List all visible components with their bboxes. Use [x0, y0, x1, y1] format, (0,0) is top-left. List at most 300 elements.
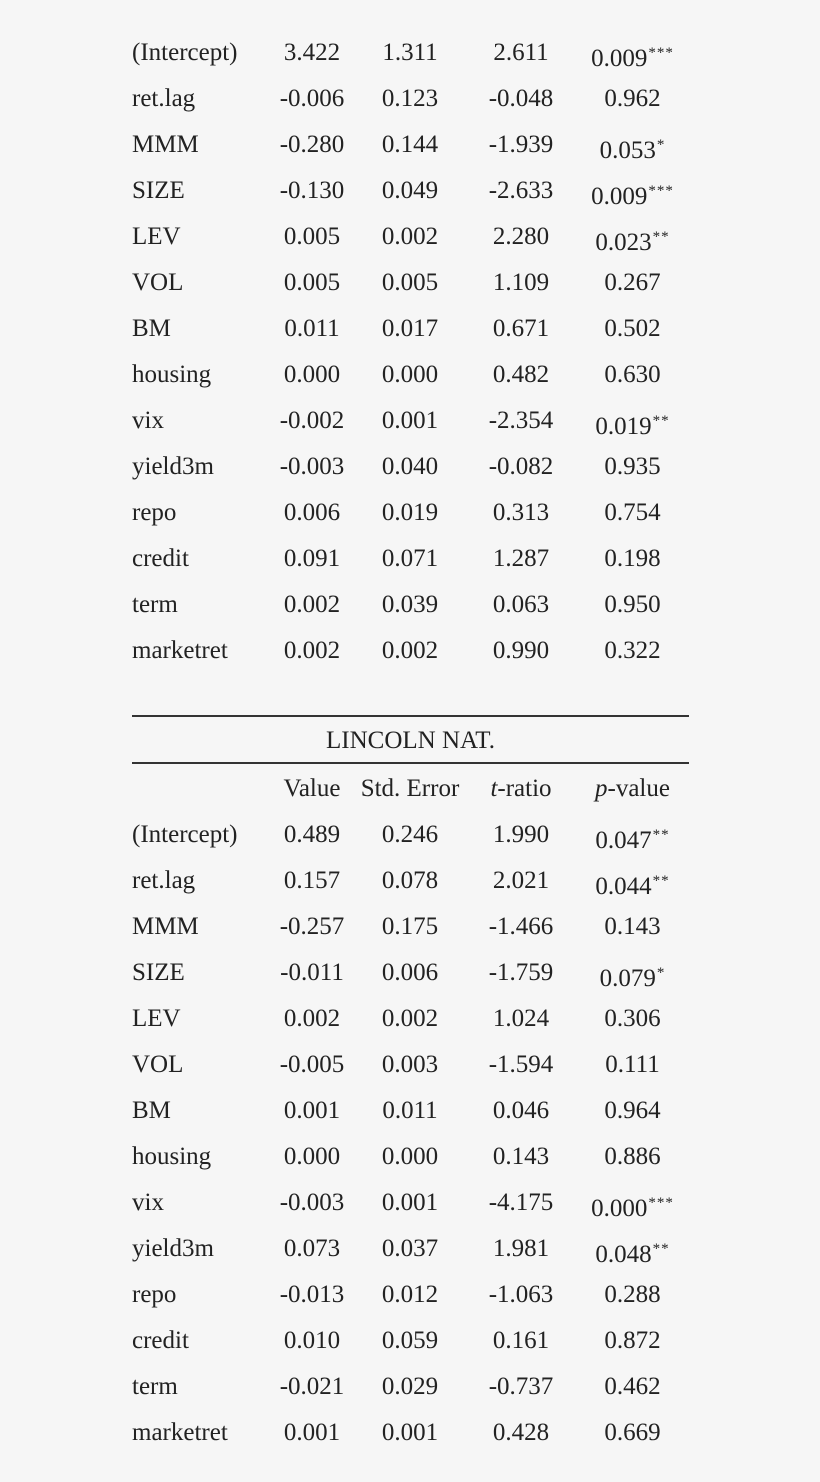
p-value-cell	[576, 1272, 689, 1318]
t-ratio-cell-text: 1.981	[492, 1235, 550, 1262]
variable-cell	[132, 490, 264, 536]
p-value-cell-text: 0.044	[595, 873, 652, 900]
variable-cell	[132, 1410, 264, 1456]
t-ratio-cell-text: -0.737	[488, 1373, 554, 1400]
std-error-cell	[354, 996, 466, 1042]
value-cell	[270, 996, 354, 1042]
p-value-cell-text: 0.669	[604, 1419, 661, 1446]
value-cell-text: 0.000	[283, 361, 341, 388]
t-ratio-cell-text: 0.990	[492, 637, 550, 664]
variable-cell-text: BM	[132, 1097, 171, 1124]
variable-cell	[132, 1088, 264, 1134]
std-error-cell	[354, 1410, 466, 1456]
t-ratio-cell	[466, 950, 576, 996]
variable-cell-text: VOL	[132, 269, 184, 296]
t-ratio-cell	[466, 214, 576, 260]
table-header-row	[132, 764, 689, 812]
value-cell-text: 0.000	[283, 1143, 341, 1170]
t-ratio-cell	[466, 1410, 576, 1456]
variable-cell	[132, 1226, 264, 1272]
std-error-cell	[354, 1134, 466, 1180]
p-value-cell-text: 0.288	[604, 1281, 661, 1308]
value-cell-text: -0.011	[280, 959, 344, 986]
variable-cell	[132, 1180, 264, 1226]
value-cell-text: 0.002	[283, 637, 341, 664]
std-error-cell	[354, 214, 466, 260]
variable-cell	[132, 306, 264, 352]
variable-cell-text: vix	[132, 407, 164, 434]
t-ratio-cell	[466, 904, 576, 950]
value-cell	[270, 812, 354, 858]
value-cell-text: 0.073	[283, 1235, 341, 1262]
std-error-cell	[354, 1088, 466, 1134]
t-ratio-cell-text: 2.611	[493, 39, 549, 66]
value-cell	[270, 1088, 354, 1134]
std-error-cell	[354, 582, 466, 628]
header-p-value	[576, 764, 689, 812]
value-cell	[270, 30, 354, 76]
t-ratio-cell-text: 1.287	[492, 545, 550, 572]
significance-stars: **	[652, 873, 670, 889]
value-cell	[270, 260, 354, 306]
p-value-cell-text: 0.964	[604, 1097, 661, 1124]
p-value-cell	[576, 858, 689, 904]
significance-stars: **	[652, 229, 670, 245]
std-error-cell	[354, 1226, 466, 1272]
header-value: Value	[283, 775, 341, 802]
variable-cell-text: yield3m	[132, 1235, 214, 1262]
t-ratio-cell	[466, 398, 576, 444]
std-error-cell-text: 0.037	[381, 1235, 439, 1262]
std-error-cell-text: 0.000	[381, 361, 439, 388]
variable-cell	[132, 1318, 264, 1364]
std-error-cell-text: 1.311	[382, 39, 438, 66]
table-row	[132, 490, 689, 536]
std-error-cell-text: 0.039	[381, 591, 439, 618]
std-error-cell	[354, 858, 466, 904]
variable-cell	[132, 582, 264, 628]
std-error-cell-text: 0.002	[381, 637, 439, 664]
std-error-cell-text: 0.078	[381, 867, 439, 894]
variable-cell	[132, 1364, 264, 1410]
std-error-cell	[354, 490, 466, 536]
header-p-symbol: p	[595, 775, 608, 802]
std-error-cell	[354, 76, 466, 122]
value-cell	[270, 950, 354, 996]
p-value-cell-text: 0.023	[595, 229, 652, 256]
std-error-cell	[354, 398, 466, 444]
value-cell-text: 0.489	[283, 821, 341, 848]
value-cell	[270, 1226, 354, 1272]
variable-cell-text: SIZE	[132, 177, 185, 204]
std-error-cell-text: 0.029	[381, 1373, 439, 1400]
t-ratio-cell-text: -0.048	[488, 85, 554, 112]
table-row	[132, 858, 689, 904]
table-row	[132, 996, 689, 1042]
p-value-cell	[576, 1226, 689, 1272]
p-value-cell-text: 0.267	[604, 269, 661, 296]
p-value-cell	[576, 30, 689, 76]
p-value-cell	[576, 1410, 689, 1456]
std-error-cell	[354, 1318, 466, 1364]
variable-cell	[132, 214, 264, 260]
t-ratio-cell	[466, 1226, 576, 1272]
value-cell-text: 3.422	[283, 39, 341, 66]
value-cell-text: -0.002	[279, 407, 345, 434]
t-ratio-cell-text: 2.021	[492, 867, 550, 894]
value-cell-text: 0.010	[283, 1327, 341, 1354]
std-error-cell	[354, 812, 466, 858]
variable-cell-text: vix	[132, 1189, 164, 1216]
p-value-cell-text: 0.306	[604, 1005, 661, 1032]
variable-cell	[132, 996, 264, 1042]
value-cell	[270, 76, 354, 122]
header-t-suffix: -ratio	[497, 775, 552, 802]
t-ratio-cell	[466, 1134, 576, 1180]
std-error-cell-text: 0.123	[381, 85, 439, 112]
value-cell	[270, 1042, 354, 1088]
value-cell	[270, 582, 354, 628]
variable-cell-text: ret.lag	[132, 85, 196, 112]
table-row	[132, 950, 689, 996]
t-ratio-cell	[466, 858, 576, 904]
value-cell	[270, 490, 354, 536]
value-cell-text: -0.005	[279, 1051, 345, 1078]
table-row	[132, 582, 689, 628]
std-error-cell-text: 0.002	[381, 1005, 439, 1032]
std-error-cell-text: 0.246	[381, 821, 439, 848]
table-title: LINCOLN NAT.	[326, 727, 495, 754]
std-error-cell	[354, 306, 466, 352]
value-cell-text: 0.091	[283, 545, 341, 572]
variable-cell-text: (Intercept)	[132, 821, 238, 848]
t-ratio-cell	[466, 1042, 576, 1088]
std-error-cell-text: 0.001	[381, 1189, 439, 1216]
table-row	[132, 1180, 689, 1226]
significance-stars: ***	[648, 1195, 674, 1211]
significance-stars: **	[652, 827, 670, 843]
header-t-ratio	[466, 764, 576, 812]
header-t-symbol: t	[490, 775, 498, 802]
variable-cell-text: SIZE	[132, 959, 185, 986]
variable-cell	[132, 398, 264, 444]
p-value-cell-text: 0.019	[595, 413, 652, 440]
variable-cell	[132, 1042, 264, 1088]
variable-cell-text: VOL	[132, 1051, 184, 1078]
std-error-cell	[354, 1364, 466, 1410]
p-value-cell	[576, 536, 689, 582]
t-ratio-cell	[466, 1318, 576, 1364]
table-row	[132, 1410, 689, 1456]
variable-cell	[132, 904, 264, 950]
std-error-cell-text: 0.012	[381, 1281, 439, 1308]
t-ratio-cell-text: 0.313	[492, 499, 550, 526]
std-error-cell-text: 0.071	[381, 545, 439, 572]
t-ratio-cell	[466, 260, 576, 306]
t-ratio-cell	[466, 444, 576, 490]
p-value-cell	[576, 1180, 689, 1226]
variable-cell	[132, 1134, 264, 1180]
p-value-cell	[576, 490, 689, 536]
value-cell-text: 0.002	[283, 591, 341, 618]
variable-cell-text: repo	[132, 1281, 177, 1308]
t-ratio-cell-text: -1.594	[488, 1051, 554, 1078]
table-row	[132, 1042, 689, 1088]
t-ratio-cell-text: 1.990	[492, 821, 550, 848]
variable-cell	[132, 352, 264, 398]
t-ratio-cell-text: 0.046	[492, 1097, 550, 1124]
p-value-cell-text: 0.143	[604, 913, 661, 940]
value-cell	[270, 628, 354, 674]
std-error-cell	[354, 122, 466, 168]
std-error-cell	[354, 628, 466, 674]
variable-cell	[132, 950, 264, 996]
table-row	[132, 168, 689, 214]
t-ratio-cell-text: 0.428	[492, 1419, 550, 1446]
variable-cell-text: credit	[132, 545, 189, 572]
header-variable	[132, 764, 264, 812]
std-error-cell-text: 0.002	[381, 223, 439, 250]
t-ratio-cell	[466, 306, 576, 352]
p-value-cell-text: 0.962	[604, 85, 661, 112]
table-row	[132, 306, 689, 352]
t-ratio-cell	[466, 168, 576, 214]
significance-stars: *	[656, 965, 666, 981]
p-value-cell	[576, 352, 689, 398]
value-cell-text: -0.257	[279, 913, 345, 940]
t-ratio-cell	[466, 996, 576, 1042]
std-error-cell-text: 0.019	[381, 499, 439, 526]
t-ratio-cell-text: -2.633	[488, 177, 554, 204]
p-value-cell	[576, 214, 689, 260]
header-std-error: Std. Error	[360, 775, 460, 802]
p-value-cell-text: 0.048	[595, 1241, 652, 1268]
t-ratio-cell	[466, 1272, 576, 1318]
t-ratio-cell-text: -0.082	[488, 453, 554, 480]
t-ratio-cell	[466, 76, 576, 122]
std-error-cell-text: 0.005	[381, 269, 439, 296]
t-ratio-cell	[466, 1088, 576, 1134]
variable-cell	[132, 858, 264, 904]
value-cell	[270, 1364, 354, 1410]
table-row	[132, 76, 689, 122]
variable-cell-text: housing	[132, 361, 212, 388]
variable-cell-text: LEV	[132, 223, 181, 250]
std-error-cell	[354, 950, 466, 996]
p-value-cell-text: 0.502	[604, 315, 661, 342]
t-ratio-cell	[466, 1364, 576, 1410]
p-value-cell	[576, 306, 689, 352]
value-cell	[270, 214, 354, 260]
variable-cell	[132, 122, 264, 168]
std-error-cell	[354, 1180, 466, 1226]
p-value-cell-text: 0.009	[591, 45, 648, 72]
table-row	[132, 444, 689, 490]
std-error-cell	[354, 168, 466, 214]
value-cell-text: 0.011	[284, 315, 340, 342]
p-value-cell-text: 0.053	[599, 137, 656, 164]
value-cell-text: 0.005	[283, 269, 341, 296]
table-top-body	[132, 30, 689, 674]
value-cell	[270, 306, 354, 352]
p-value-cell	[576, 260, 689, 306]
std-error-cell-text: 0.006	[381, 959, 439, 986]
std-error-cell-text: 0.049	[381, 177, 439, 204]
value-cell	[270, 1410, 354, 1456]
p-value-cell	[576, 444, 689, 490]
value-cell	[270, 444, 354, 490]
t-ratio-cell	[466, 122, 576, 168]
table-row	[132, 536, 689, 582]
p-value-cell-text: 0.630	[604, 361, 661, 388]
table-gap	[132, 674, 689, 715]
table-row	[132, 214, 689, 260]
value-cell-text: 0.005	[283, 223, 341, 250]
table-row	[132, 1088, 689, 1134]
t-ratio-cell-text: -1.466	[488, 913, 554, 940]
std-error-cell	[354, 536, 466, 582]
p-value-cell	[576, 1364, 689, 1410]
p-value-cell	[576, 950, 689, 996]
variable-cell-text: yield3m	[132, 453, 214, 480]
table-row	[132, 30, 689, 76]
t-ratio-cell-text: 0.143	[492, 1143, 550, 1170]
table-row	[132, 352, 689, 398]
table-row	[132, 1134, 689, 1180]
p-value-cell	[576, 76, 689, 122]
significance-stars: ***	[648, 183, 674, 199]
p-value-cell	[576, 996, 689, 1042]
t-ratio-cell-text: 0.482	[492, 361, 550, 388]
std-error-cell-text: 0.144	[381, 131, 439, 158]
variable-cell	[132, 444, 264, 490]
table-row	[132, 260, 689, 306]
t-ratio-cell-text: 0.671	[492, 315, 550, 342]
value-cell-text: -0.006	[279, 85, 345, 112]
p-value-cell-text: 0.047	[595, 827, 652, 854]
t-ratio-cell	[466, 812, 576, 858]
p-value-cell-text: 0.009	[591, 183, 648, 210]
p-value-cell-text: 0.198	[604, 545, 661, 572]
t-ratio-cell-text: 1.109	[492, 269, 550, 296]
variable-cell	[132, 1272, 264, 1318]
value-cell-text: -0.130	[279, 177, 345, 204]
std-error-cell	[354, 444, 466, 490]
value-cell	[270, 168, 354, 214]
value-cell	[270, 858, 354, 904]
t-ratio-cell	[466, 490, 576, 536]
table-row	[132, 398, 689, 444]
p-value-cell-text: 0.462	[604, 1373, 661, 1400]
p-value-cell-text: 0.000	[591, 1195, 648, 1222]
value-cell	[270, 398, 354, 444]
std-error-cell	[354, 352, 466, 398]
std-error-cell	[354, 260, 466, 306]
variable-cell-text: marketret	[132, 637, 228, 664]
std-error-cell	[354, 1042, 466, 1088]
p-value-cell	[576, 582, 689, 628]
table-row	[132, 1226, 689, 1272]
p-value-cell-text: 0.079	[599, 965, 656, 992]
p-value-cell	[576, 1042, 689, 1088]
p-value-cell	[576, 812, 689, 858]
value-cell	[270, 1180, 354, 1226]
table-row	[132, 1364, 689, 1410]
value-cell-text: -0.003	[279, 453, 345, 480]
std-error-cell-text: 0.059	[381, 1327, 439, 1354]
std-error-cell-text: 0.001	[381, 1419, 439, 1446]
variable-cell-text: MMM	[132, 131, 199, 158]
std-error-cell-text: 0.011	[382, 1097, 438, 1124]
table-row	[132, 628, 689, 674]
value-cell-text: 0.001	[283, 1419, 341, 1446]
variable-cell-text: credit	[132, 1327, 189, 1354]
t-ratio-cell	[466, 582, 576, 628]
p-value-cell	[576, 1088, 689, 1134]
variable-cell	[132, 260, 264, 306]
p-value-cell-text: 0.754	[604, 499, 661, 526]
significance-stars: **	[652, 413, 670, 429]
p-value-cell-text: 0.111	[605, 1051, 660, 1078]
t-ratio-cell	[466, 1180, 576, 1226]
value-cell-text: 0.157	[283, 867, 341, 894]
variable-cell-text: term	[132, 591, 178, 618]
table-row	[132, 122, 689, 168]
t-ratio-cell-text: -1.759	[488, 959, 554, 986]
std-error-cell-text: 0.017	[381, 315, 439, 342]
value-cell-text: 0.002	[283, 1005, 341, 1032]
variable-cell-text: BM	[132, 315, 171, 342]
value-cell-text: -0.013	[279, 1281, 345, 1308]
p-value-cell	[576, 1134, 689, 1180]
p-value-cell-text: 0.950	[604, 591, 661, 618]
t-ratio-cell	[466, 352, 576, 398]
p-value-cell	[576, 122, 689, 168]
table-row	[132, 1272, 689, 1318]
value-cell	[270, 1272, 354, 1318]
p-value-cell	[576, 904, 689, 950]
variable-cell	[132, 812, 264, 858]
p-value-cell-text: 0.872	[604, 1327, 661, 1354]
variable-cell	[132, 168, 264, 214]
t-ratio-cell	[466, 30, 576, 76]
value-cell	[270, 352, 354, 398]
value-cell-text: -0.280	[279, 131, 345, 158]
value-cell-text: -0.003	[279, 1189, 345, 1216]
variable-cell-text: housing	[132, 1143, 212, 1170]
p-value-cell	[576, 1318, 689, 1364]
significance-stars: **	[652, 1241, 670, 1257]
std-error-cell	[354, 30, 466, 76]
std-error-cell-text: 0.000	[381, 1143, 439, 1170]
t-ratio-cell-text: -2.354	[488, 407, 554, 434]
t-ratio-cell	[466, 536, 576, 582]
p-value-cell	[576, 168, 689, 214]
p-value-cell-text: 0.935	[604, 453, 661, 480]
variable-cell	[132, 536, 264, 582]
value-cell	[270, 122, 354, 168]
std-error-cell	[354, 1272, 466, 1318]
significance-stars: ***	[648, 45, 674, 61]
variable-cell-text: term	[132, 1373, 178, 1400]
variable-cell	[132, 30, 264, 76]
significance-stars: *	[656, 137, 666, 153]
std-error-cell	[354, 904, 466, 950]
std-error-cell-text: 0.003	[381, 1051, 439, 1078]
value-cell	[270, 1318, 354, 1364]
value-cell-text: 0.006	[283, 499, 341, 526]
value-cell	[270, 1134, 354, 1180]
